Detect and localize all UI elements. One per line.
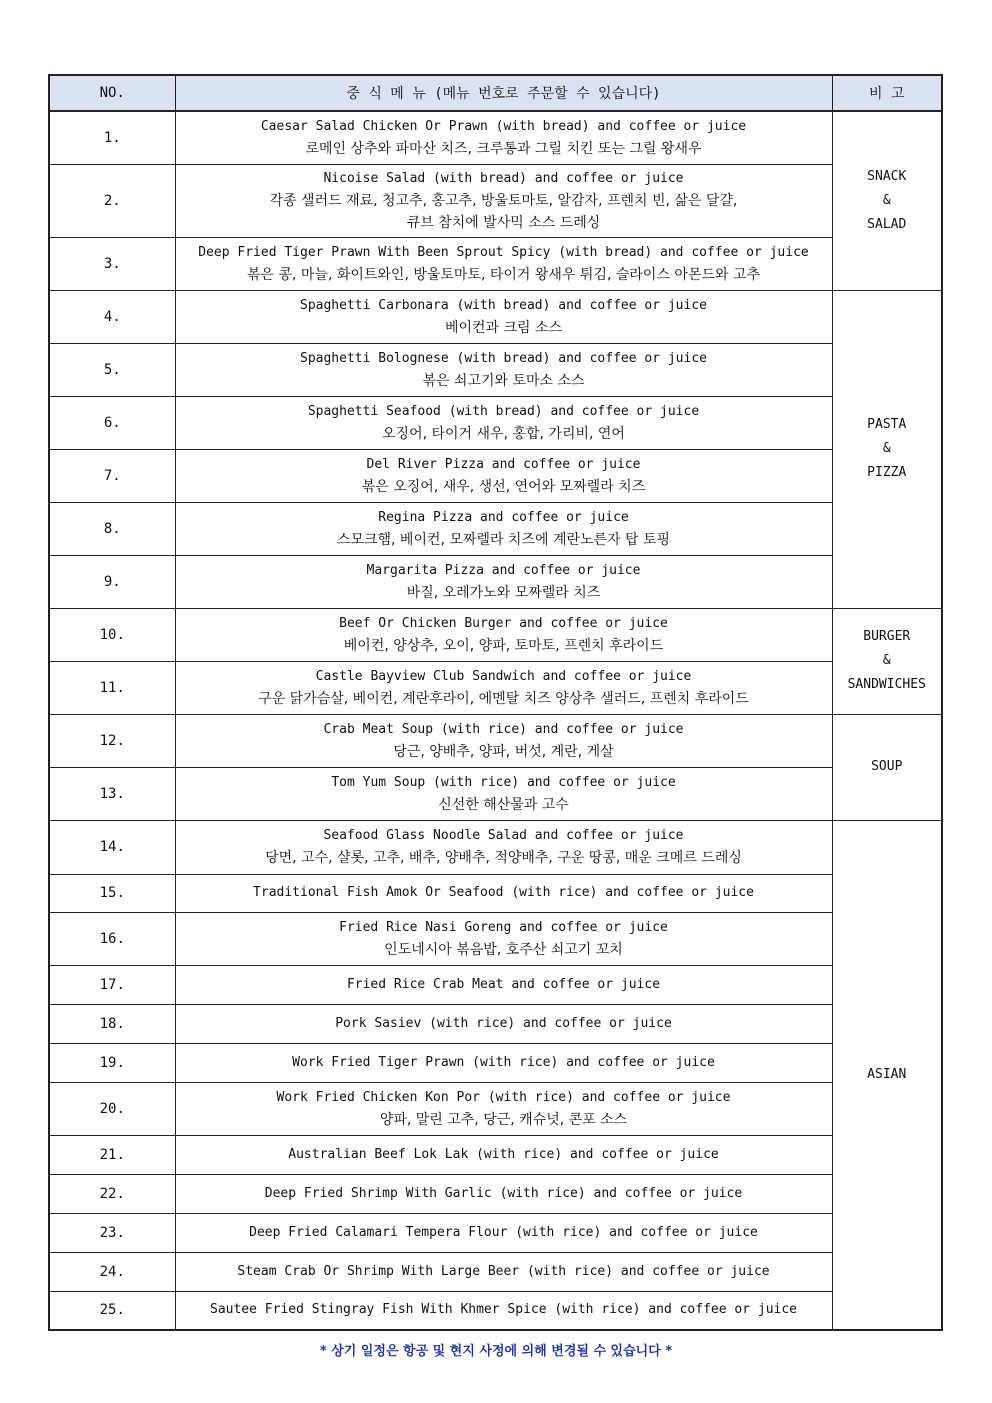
item-number: 18.	[49, 1004, 175, 1043]
table-row	[49, 1291, 942, 1330]
item-name-en: Tom Yum Soup (with rice) and coffee or juice	[331, 774, 676, 790]
item-desc-ko: 볶은 오징어, 새우, 생선, 연어와 모짜렐라 치즈	[361, 478, 646, 495]
item-number: 5.	[49, 343, 175, 396]
item-desc-ko: 양파, 말린 고추, 당근, 캐슈넛, 콘포 소스	[379, 1111, 628, 1128]
category-label: BURGER	[863, 629, 911, 644]
item-desc-ko: 바질, 오레가노와 모짜렐라 치즈	[406, 584, 601, 601]
category-asian	[832, 820, 942, 1330]
item-desc-ko: 볶은 쇠고기와 토마소 소스	[422, 372, 585, 389]
table-row	[49, 965, 942, 1004]
category-label: SOUP	[871, 759, 903, 774]
category-label: &	[882, 653, 891, 668]
table-row	[49, 502, 942, 555]
item-name-en: Spaghetti Carbonara (with bread) and coffee or juice	[300, 297, 707, 313]
item-number: 24.	[49, 1252, 175, 1291]
item-number: 3.	[49, 237, 175, 290]
table-row	[49, 290, 942, 343]
category-label: &	[882, 441, 891, 456]
menu-cell	[175, 237, 832, 290]
item-name-en: Margarita Pizza and coffee or juice	[366, 562, 641, 578]
item-desc-ko: 인도네시아 볶음밥, 호주산 쇠고기 꼬치	[384, 941, 623, 958]
item-name-en: Sautee Fried Stingray Fish With Khmer Spice (with rice) and coffee or juice	[210, 1302, 797, 1318]
item-number: 6.	[49, 396, 175, 449]
item-desc-ko: 스모크햄, 베이컨, 모짜렐라 치즈에 계란노른자 탑 토핑	[336, 531, 671, 548]
table-row	[49, 661, 942, 714]
menu-cell	[175, 1135, 832, 1174]
item-name-en: Del River Pizza and coffee or juice	[366, 456, 641, 472]
lunch-menu-table	[48, 74, 943, 1331]
menu-cell	[175, 164, 832, 237]
category-snack-salad	[832, 111, 942, 290]
item-number: 7.	[49, 449, 175, 502]
category-label: PIZZA	[867, 465, 907, 480]
table-row	[49, 1135, 942, 1174]
menu-cell	[175, 449, 832, 502]
item-name-en: Nicoise Salad (with bread) and coffee or juice	[323, 170, 684, 186]
item-name-en: Deep Fried Shrimp With Garlic (with rice) and coffee or juice	[264, 1185, 743, 1201]
item-number: 4.	[49, 290, 175, 343]
item-name-en: Deep Fried Calamari Tempera Flour (with rice) and coffee or juice	[249, 1224, 758, 1240]
table-row	[49, 164, 942, 237]
menu-cell	[175, 502, 832, 555]
table-row	[49, 1174, 942, 1213]
item-number: 23.	[49, 1213, 175, 1252]
item-number: 13.	[49, 767, 175, 820]
menu-cell	[175, 555, 832, 608]
item-desc-ko: 각종 샐러드 재료, 청고추, 홍고추, 방울토마토, 알감자, 프렌치 빈, 삶은 달걀,	[269, 192, 738, 209]
menu-cell	[175, 111, 832, 164]
menu-cell	[175, 767, 832, 820]
menu-cell	[175, 1174, 832, 1213]
menu-cell	[175, 1213, 832, 1252]
item-number: 12.	[49, 714, 175, 767]
table-row	[49, 820, 942, 874]
item-name-en: Fried Rice Crab Meat and coffee or juice	[346, 976, 661, 992]
menu-cell	[175, 661, 832, 714]
table-row	[49, 111, 942, 164]
table-row	[49, 343, 942, 396]
item-name-en: Caesar Salad Chicken Or Prawn (with bread) and coffee or juice	[260, 118, 747, 134]
menu-cell	[175, 874, 832, 912]
table-row	[49, 714, 942, 767]
item-name-en: Steam Crab Or Shrimp With Large Beer (with rice) and coffee or juice	[237, 1263, 770, 1279]
item-name-en: Beef Or Chicken Burger and coffee or juice	[339, 615, 668, 631]
category-pasta-pizza	[832, 290, 942, 608]
item-name-en: Spaghetti Bolognese (with bread) and coffee or juice	[300, 350, 707, 366]
menu-cell	[175, 1291, 832, 1330]
item-name-en: Pork Sasiev (with rice) and coffee or juice	[335, 1015, 672, 1031]
menu-cell	[175, 912, 832, 965]
item-name-en: Seafood Glass Noodle Salad and coffee or juice	[323, 828, 684, 843]
menu-cell	[175, 343, 832, 396]
item-desc-ko: 베이컨, 양상추, 오이, 양파, 토마토, 프렌치 후라이드	[343, 637, 664, 654]
item-name-en: Castle Bayview Club Sandwich and coffee or juice	[315, 668, 692, 684]
item-name-en: Regina Pizza and coffee or juice	[378, 509, 629, 525]
item-desc-ko: 큐브 참치에 발사믹 소스 드레싱	[406, 214, 601, 231]
item-desc-ko: 신선한 해산물과 고수	[438, 796, 569, 813]
item-name-en: Deep Fried Tiger Prawn With Been Sprout Spicy (with bread) and coffee or juice	[198, 244, 809, 260]
item-desc-ko: 로메인 상추와 파마산 치즈, 크루통과 그릴 치킨 또는 그릴 왕새우	[305, 140, 702, 157]
item-desc-ko: 당근, 양배추, 양파, 버섯, 계란, 게살	[393, 743, 614, 760]
item-desc-ko: 당면, 고수, 샬롯, 고추, 배추, 양배추, 적양배추, 구운 땅콩, 매운 크메르 드레싱	[265, 850, 742, 866]
table-row	[49, 396, 942, 449]
item-desc-ko: 오징어, 타이거 새우, 홍합, 가리비, 연어	[382, 425, 625, 442]
table-row	[49, 1213, 942, 1252]
item-name-en: Australian Beef Lok Lak (with rice) and coffee or juice	[288, 1146, 719, 1162]
table-row	[49, 1252, 942, 1291]
category-label: PASTA	[867, 417, 907, 432]
category-label: SANDWICHES	[847, 677, 926, 692]
menu-cell	[175, 965, 832, 1004]
category-label: SNACK	[867, 168, 907, 184]
item-number: 11.	[49, 661, 175, 714]
item-number: 22.	[49, 1174, 175, 1213]
item-name-en: Crab Meat Soup (with rice) and coffee or juice	[323, 721, 684, 737]
category-burger-sandwiches	[832, 608, 942, 714]
menu-cell	[175, 290, 832, 343]
menu-cell	[175, 820, 832, 874]
item-number: 21.	[49, 1135, 175, 1174]
menu-cell	[175, 608, 832, 661]
item-number: 19.	[49, 1043, 175, 1082]
table-row	[49, 555, 942, 608]
menu-cell	[175, 1252, 832, 1291]
item-number: 15.	[49, 874, 175, 912]
menu-cell	[175, 1004, 832, 1043]
footer-notice	[0, 1340, 992, 1359]
item-desc-ko: 베이컨과 크림 소스	[444, 319, 563, 336]
header-note: 비 고	[832, 75, 942, 111]
item-name-en: Work Fried Tiger Prawn (with rice) and coffee or juice	[292, 1054, 715, 1070]
table-row	[49, 874, 942, 912]
category-label: &	[882, 192, 891, 208]
table-row	[49, 1043, 942, 1082]
item-number: 20.	[49, 1082, 175, 1135]
table-row	[49, 767, 942, 820]
table-row	[49, 608, 942, 661]
table-row	[49, 912, 942, 965]
item-name-en: Traditional Fish Amok Or Seafood (with rice) and coffee or juice	[253, 885, 754, 900]
footer-text: 상기 일정은 항공 및 현지 사정에 의해 변경될 수 있습니다	[331, 1344, 661, 1359]
item-number: 1.	[49, 111, 175, 164]
table-row	[49, 1082, 942, 1135]
table-header-row	[49, 75, 942, 111]
category-soup	[832, 714, 942, 820]
item-number: 14.	[49, 820, 175, 874]
category-label: ASIAN	[867, 1066, 907, 1082]
item-name-en: Spaghetti Seafood (with bread) and coffee or juice	[307, 403, 700, 419]
item-number: 10.	[49, 608, 175, 661]
item-number: 2.	[49, 164, 175, 237]
item-number: 8.	[49, 502, 175, 555]
item-number: 16.	[49, 912, 175, 965]
header-no: NO.	[49, 75, 175, 111]
asterisk-icon: *	[319, 1344, 327, 1359]
item-desc-ko: 볶은 콩, 마늘, 화이트와인, 방울토마토, 타이거 왕새우 튀김, 슬라이스 아몬드와 고추	[246, 266, 761, 283]
category-label: SALAD	[867, 216, 907, 232]
item-desc-ko: 구운 닭가슴살, 베이컨, 계란후라이, 에멘탈 치즈 양상추 샐러드, 프렌치 후라이드	[258, 690, 749, 707]
menu-cell	[175, 1043, 832, 1082]
item-number: 25.	[49, 1291, 175, 1330]
menu-cell	[175, 1082, 832, 1135]
item-number: 17.	[49, 965, 175, 1004]
menu-cell	[175, 396, 832, 449]
item-name-en: Fried Rice Nasi Goreng and coffee or juice	[339, 919, 668, 935]
asterisk-icon: *	[665, 1344, 673, 1359]
table-row	[49, 237, 942, 290]
header-menu: 중 식 메 뉴 (메뉴 번호로 주문할 수 있습니다)	[175, 75, 832, 111]
table-row	[49, 449, 942, 502]
item-name-en: Work Fried Chicken Kon Por (with rice) and coffee or juice	[276, 1089, 731, 1105]
menu-cell	[175, 714, 832, 767]
item-number: 9.	[49, 555, 175, 608]
table-row	[49, 1004, 942, 1043]
